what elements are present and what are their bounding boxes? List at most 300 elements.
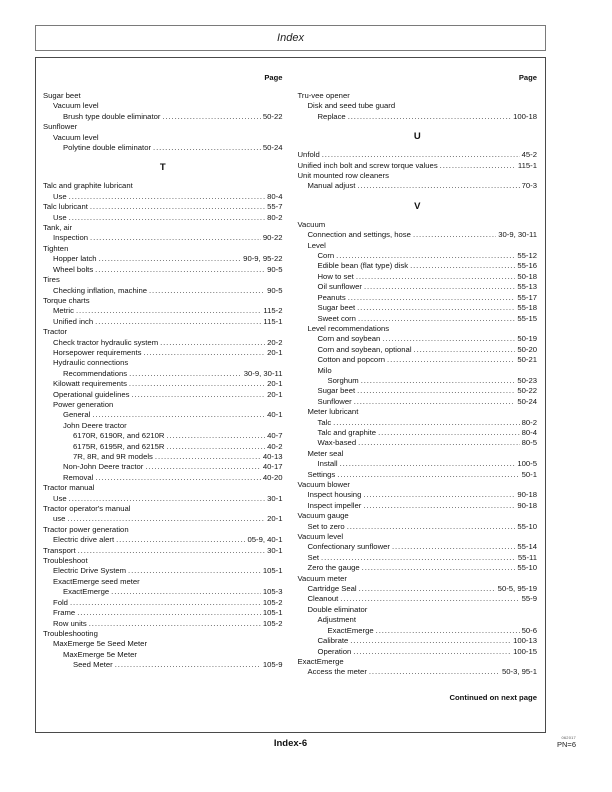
column-page-header-right: Page	[518, 73, 537, 82]
entry-page-number: 100-15	[513, 646, 537, 656]
index-entry	[43, 213, 283, 223]
index-entry	[43, 639, 283, 649]
entry-label: ExactEmerge	[63, 587, 110, 597]
entry-label: Kilowatt requirements	[53, 379, 127, 389]
index-entry	[298, 636, 538, 646]
index-entry	[43, 296, 283, 306]
entry-label: 7R, 8R, and 9R models	[73, 452, 153, 461]
dot-leader	[160, 338, 265, 348]
index-entry	[298, 657, 538, 667]
dot-leader	[359, 584, 496, 594]
entry-label: Check tractor hydraulic system	[53, 337, 159, 347]
index-entry	[43, 379, 283, 389]
index-entry	[298, 574, 538, 584]
dot-leader	[356, 272, 516, 282]
entry-label: Sweet corn	[317, 313, 356, 323]
entry-label: MaxEmerge 5e Seed Meter	[53, 639, 148, 649]
dot-leader	[348, 293, 516, 303]
index-entry	[298, 605, 538, 615]
dot-leader	[111, 587, 261, 597]
index-entry	[43, 223, 283, 233]
dot-leader	[155, 452, 261, 462]
entry-label: Set to zero	[307, 521, 345, 531]
index-entry	[298, 112, 538, 122]
index-entry	[298, 345, 538, 355]
entry-label: Cleanout	[307, 594, 339, 604]
index-entry	[43, 112, 283, 122]
entry-label: Edible bean (flat type) disk	[317, 261, 409, 271]
index-entry	[298, 220, 538, 230]
index-entry	[43, 202, 283, 212]
dot-leader	[362, 563, 516, 573]
entry-label: Tighten	[43, 243, 69, 253]
entry-page-number: 50-24	[517, 396, 537, 406]
entry-label: Use	[53, 493, 67, 503]
index-entry	[298, 480, 538, 490]
index-entry	[43, 181, 283, 191]
entry-page-number: 55-18	[517, 303, 537, 313]
entry-label: ExactEmerge	[297, 656, 344, 666]
entry-label: John Deere tractor	[63, 420, 127, 430]
entry-label: Tires	[43, 275, 60, 285]
dot-leader	[129, 369, 242, 379]
index-entry	[43, 327, 283, 337]
entry-page-number: 50-5, 95-19	[497, 584, 537, 594]
index-entry	[43, 233, 283, 243]
entry-label: Meter seal	[307, 448, 344, 458]
dot-leader	[369, 667, 500, 677]
dot-leader	[321, 553, 516, 563]
entry-page-number: 115-1	[263, 316, 283, 326]
dot-leader	[95, 317, 261, 327]
entry-label: Metric	[53, 306, 74, 316]
entry-label: Transport	[43, 545, 76, 555]
index-entry	[298, 542, 538, 552]
entry-label: Electric Drive System	[53, 566, 127, 576]
dot-leader	[376, 626, 520, 636]
index-entry	[298, 181, 538, 191]
entry-label: use	[53, 514, 66, 524]
entry-page-number: 80-4	[521, 427, 537, 437]
index-entry	[43, 577, 283, 587]
entry-label: Frame	[53, 608, 76, 618]
dot-leader	[89, 619, 261, 629]
page-title: Index	[277, 32, 304, 44]
dot-leader	[387, 355, 515, 365]
entry-label: Confectionary sunflower	[307, 542, 390, 552]
dot-leader	[95, 473, 260, 483]
index-entry	[43, 192, 283, 202]
section-letter: U	[413, 131, 421, 143]
entry-page-number: 50-3, 95-1	[501, 667, 537, 677]
index-entry	[43, 431, 283, 441]
dot-leader	[361, 376, 516, 386]
entry-label: Oil sunflower	[317, 282, 362, 292]
entry-page-number: 90-22	[262, 233, 283, 243]
dot-leader	[132, 390, 266, 400]
entry-page-number: 55-10	[517, 521, 537, 531]
index-entry	[43, 546, 283, 556]
dot-leader	[337, 470, 519, 480]
entry-page-number: 115-2	[263, 306, 283, 316]
entry-page-number: 40-17	[262, 462, 283, 472]
entry-label: Use	[53, 212, 67, 222]
index-column-left	[43, 73, 283, 732]
entry-page-number: 50-19	[517, 334, 537, 344]
entry-label: Talc and graphite lubricant	[43, 181, 133, 191]
index-entry	[43, 91, 283, 101]
index-entries-right	[298, 91, 538, 678]
entry-page-number: 55-16	[517, 261, 537, 271]
entry-page-number: 90-18	[517, 500, 537, 510]
index-entry	[43, 254, 283, 264]
footer-print-info	[557, 735, 576, 749]
index-entry	[43, 608, 283, 618]
index-entry	[298, 532, 538, 542]
index-entry	[43, 650, 283, 660]
entry-label: Sunflower	[43, 122, 78, 132]
dot-leader	[363, 501, 515, 511]
index-entry	[43, 525, 283, 535]
entry-label: Vacuum blower	[297, 480, 350, 489]
dot-leader	[77, 608, 261, 618]
index-entry	[43, 494, 283, 504]
entry-label: Tru-vee opener	[297, 91, 350, 100]
entry-page-number: 105-2	[262, 597, 283, 607]
entry-label: Row units	[53, 618, 87, 628]
entry-page-number: 50-21	[517, 355, 537, 365]
index-entry	[298, 230, 538, 240]
entry-page-number: 90-5	[267, 264, 283, 274]
dot-leader	[143, 348, 265, 358]
index-entry	[298, 615, 538, 625]
entry-label: Connection and settings, hose	[307, 230, 411, 240]
index-entry	[298, 161, 538, 171]
entry-page-number: 80-2	[521, 417, 537, 427]
entry-label: Tractor power generation	[43, 524, 129, 534]
dot-leader	[364, 282, 515, 292]
entry-label: Vacuum level	[53, 132, 99, 142]
entry-page-number: 20-1	[267, 514, 283, 524]
dot-leader	[392, 542, 515, 552]
entry-page-number: 55-9	[521, 594, 537, 604]
index-entry	[43, 535, 283, 545]
entry-label: Manual adjust	[307, 181, 356, 191]
dot-leader	[69, 494, 265, 504]
index-entry	[43, 244, 283, 254]
index-entry	[298, 449, 538, 459]
dot-leader	[129, 379, 265, 389]
entry-page-number: 40-2	[267, 441, 283, 451]
entry-page-number: 90-18	[517, 490, 537, 500]
entry-label: Replace	[317, 111, 346, 121]
entry-label: Tractor manual	[43, 483, 95, 493]
entry-label: Hopper latch	[53, 254, 97, 264]
dot-leader	[128, 566, 261, 576]
index-entry	[298, 594, 538, 604]
dot-leader	[340, 594, 519, 604]
page-header	[35, 25, 546, 51]
index-column-right	[298, 73, 538, 732]
dot-leader	[353, 647, 511, 657]
index-entry	[298, 293, 538, 303]
index-entry	[298, 91, 538, 101]
index-entry	[43, 410, 283, 420]
index-entry	[43, 556, 283, 566]
entry-page-number: 80-2	[267, 212, 283, 222]
entry-page-number: 115-1	[517, 160, 537, 170]
index-entry	[43, 265, 283, 275]
dot-leader	[357, 181, 519, 191]
entry-label: Operational guidelines	[53, 389, 130, 399]
dot-leader	[357, 386, 515, 396]
index-entry	[298, 553, 538, 563]
dot-leader	[149, 286, 265, 296]
entry-page-number: 105-1	[262, 566, 283, 576]
dot-leader	[67, 514, 265, 524]
dot-leader	[92, 410, 265, 420]
index-entry	[298, 272, 538, 282]
index-entry	[298, 501, 538, 511]
entry-label: Vacuum	[297, 219, 326, 229]
dot-leader	[340, 459, 516, 469]
entry-label: Peanuts	[317, 292, 346, 302]
index-content	[35, 57, 546, 733]
index-entry	[43, 358, 283, 368]
entry-page-number: 100-5	[517, 459, 537, 469]
entry-label: Talc lubricant	[43, 202, 88, 212]
entry-label: Corn and soybean, optional	[317, 344, 412, 354]
entry-label: Vacuum level	[297, 532, 344, 542]
entry-label: Cartridge Seal	[307, 584, 357, 594]
entry-label: Corn and soybean	[317, 334, 381, 344]
entry-label: 6170R, 6190R, and 6210R	[73, 431, 165, 441]
index-entry	[298, 438, 538, 448]
dot-leader	[162, 112, 260, 122]
dot-leader	[336, 251, 515, 261]
index-entry	[43, 317, 283, 327]
dot-leader	[69, 213, 265, 223]
index-entry	[298, 366, 538, 376]
entry-label: Sugar beet	[43, 91, 81, 100]
index-entry	[43, 452, 283, 462]
index-entry	[298, 101, 538, 111]
dot-leader	[440, 161, 516, 171]
entry-page-number: 20-1	[267, 389, 283, 399]
index-entry	[298, 303, 538, 313]
index-entry	[43, 514, 283, 524]
entry-label: Adjustment	[317, 615, 356, 625]
index-entry	[43, 587, 283, 597]
entry-page-number: 45-2	[521, 150, 537, 160]
entry-page-number: 55-10	[517, 563, 537, 573]
entry-page-number: 50-22	[517, 386, 537, 396]
entry-label: Milo	[317, 365, 332, 375]
entry-label: Corn	[317, 251, 335, 261]
index-entry	[43, 306, 283, 316]
index-entry	[298, 314, 538, 324]
index-entry	[298, 522, 538, 532]
dot-leader	[378, 428, 520, 438]
entry-page-number: 30-1	[267, 545, 283, 555]
index-entry	[298, 355, 538, 365]
entry-page-number: 55-11	[517, 552, 537, 562]
entry-label: Torque charts	[43, 295, 90, 305]
index-entry	[43, 390, 283, 400]
index-entry	[298, 459, 538, 469]
entry-label: Tractor operator's manual	[43, 504, 131, 514]
entry-page-number: 50-20	[517, 344, 537, 354]
entry-page-number: 40-13	[262, 452, 283, 461]
index-entry	[43, 660, 283, 670]
dot-leader	[413, 230, 496, 240]
entry-page-number: 55-13	[517, 282, 537, 292]
index-entry	[298, 397, 538, 407]
index-entry	[298, 490, 538, 500]
dot-leader	[69, 192, 265, 202]
section-letter: T	[159, 162, 166, 174]
index-entry	[43, 275, 283, 285]
index-entry	[43, 504, 283, 514]
entry-label: Power generation	[53, 399, 114, 409]
entry-page-number: 40-20	[262, 472, 283, 482]
index-entry	[298, 470, 538, 480]
entry-label: Recommendations	[63, 368, 128, 378]
index-entry	[298, 251, 538, 261]
entry-label: 6175R, 6195R, and 6215R	[73, 441, 165, 451]
dot-leader	[166, 442, 265, 452]
entry-page-number: 50-1	[521, 469, 537, 479]
section-letter: V	[414, 200, 421, 212]
entry-label: Polytine double eliminator	[63, 143, 152, 153]
entry-label: Vacuum meter	[297, 573, 347, 583]
index-entry	[43, 286, 283, 296]
entry-page-number: 20-1	[267, 347, 283, 357]
index-entry	[298, 241, 538, 251]
entry-label: How to set	[317, 271, 354, 281]
index-entry	[298, 334, 538, 344]
entry-page-number: 55-15	[517, 313, 537, 323]
dot-leader	[166, 431, 265, 441]
index-entry	[43, 369, 283, 379]
entry-label: Unified inch	[53, 316, 94, 326]
index-entry	[43, 473, 283, 483]
dot-leader	[95, 265, 265, 275]
entry-label: Removal	[63, 472, 94, 482]
dot-leader	[357, 303, 515, 313]
index-entry	[43, 629, 283, 639]
entry-label: Meter lubricant	[307, 407, 359, 417]
dot-leader	[70, 598, 261, 608]
index-entries-left	[43, 91, 283, 671]
index-entry	[298, 407, 538, 417]
entry-label: Unfold	[297, 150, 320, 160]
entry-page-number: 80-4	[267, 191, 283, 201]
entry-page-number: 80-5	[521, 438, 537, 448]
dot-leader	[347, 522, 516, 532]
entry-label: Unit mounted row cleaners	[297, 171, 389, 181]
dot-leader	[350, 636, 511, 646]
entry-label: Inspect impeller	[307, 500, 362, 510]
entry-label: Operation	[317, 646, 352, 656]
entry-label: Double eliminator	[307, 604, 368, 614]
entry-page-number: 105-3	[262, 587, 283, 597]
entry-page-number: 90-9, 95-22	[243, 254, 283, 264]
print-code: 062017	[561, 735, 576, 740]
entry-page-number: 105-1	[262, 608, 283, 618]
entry-page-number: 40-7	[267, 431, 283, 441]
entry-label: Talc and graphite	[317, 427, 377, 437]
entry-label: Sugar beet	[317, 303, 356, 313]
index-entry	[43, 566, 283, 576]
index-entry	[298, 418, 538, 428]
entry-label: Level	[307, 240, 326, 250]
entry-label: Talc	[317, 417, 332, 427]
dot-leader	[382, 334, 515, 344]
entry-label: Horsepower requirements	[53, 347, 142, 357]
entry-page-number: 20-2	[267, 337, 283, 347]
entry-page-number: 55-12	[517, 251, 537, 261]
pn-code: PN=6	[557, 740, 576, 749]
entry-page-number: 100-13	[513, 636, 537, 646]
index-entry	[298, 376, 538, 386]
index-entry	[43, 619, 283, 629]
index-entry	[298, 647, 538, 657]
dot-leader	[363, 490, 515, 500]
dot-leader	[414, 345, 516, 355]
dot-leader	[116, 535, 245, 545]
entry-page-number: 30-9, 30-11	[243, 368, 283, 378]
dot-leader	[76, 306, 261, 316]
entry-label: Non-John Deere tractor	[63, 462, 144, 472]
entry-label: Fold	[53, 597, 68, 607]
entry-page-number: 100-18	[513, 111, 537, 121]
entry-label: Electric drive alert	[53, 535, 115, 545]
entry-page-number: 40-1	[267, 410, 283, 420]
entry-page-number: 70-3	[521, 181, 537, 191]
index-entry	[43, 442, 283, 452]
dot-leader	[145, 462, 260, 472]
entry-label: Vacuum level	[53, 101, 99, 111]
entry-page-number: 50-6	[521, 625, 537, 635]
dot-leader	[348, 112, 511, 122]
entry-label: Set	[307, 552, 320, 562]
entry-label: Use	[53, 191, 67, 201]
entry-label: Sorghum	[327, 375, 359, 385]
index-entry	[43, 122, 283, 132]
entry-label: Sugar beet	[317, 386, 356, 396]
dot-leader	[358, 438, 520, 448]
column-page-header-left: Page	[264, 73, 283, 82]
dot-leader	[333, 418, 519, 428]
entry-page-number: 20-1	[267, 379, 283, 389]
index-entry	[43, 348, 283, 358]
dot-leader	[354, 397, 516, 407]
entry-page-number: 05-9, 40-1	[247, 535, 283, 545]
continued-note: Continued on next page	[449, 692, 537, 702]
entry-label: Unified inch bolt and screw torque values	[297, 160, 438, 170]
entry-page-number: 55-7	[267, 202, 283, 212]
dot-leader	[115, 660, 261, 670]
entry-label: Hydraulic connections	[53, 358, 129, 368]
dot-leader	[90, 202, 265, 212]
entry-label: ExactEmerge	[327, 625, 374, 635]
entry-label: Seed Meter	[73, 660, 113, 670]
index-entry	[298, 150, 538, 160]
index-entry	[43, 598, 283, 608]
entry-page-number: 55-17	[517, 292, 537, 302]
entry-label: Checking inflation, machine	[53, 285, 148, 295]
